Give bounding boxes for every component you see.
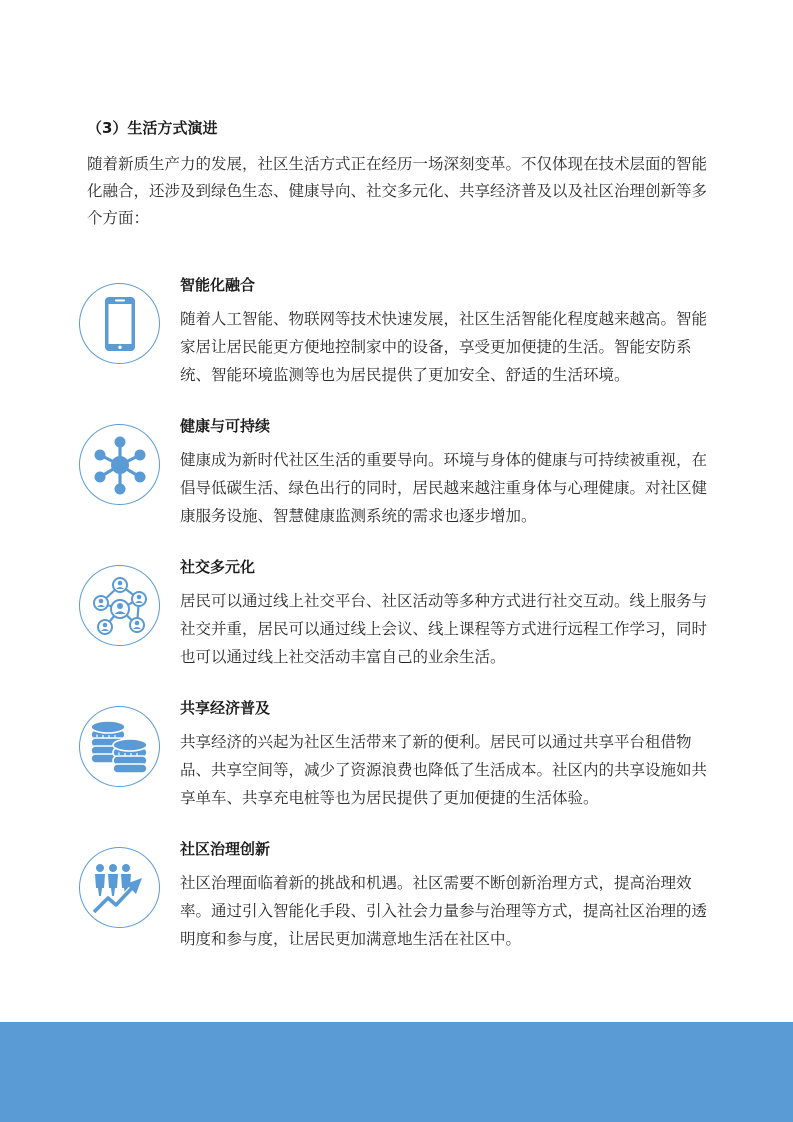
feature-title: 智能化融合 (180, 276, 256, 294)
feature-description: 社区治理面临着新的挑战和机遇。社区需要不断创新治理方式，提高治理效率。通过引入智能化手段、引入社会力量参与治理等方式，提高社区治理的透明度和参与度，让居民更加满意地生活在社区中。 (180, 874, 708, 948)
feature-description: 居民可以通过线上社交平台、社区活动等多种方式进行社交互动。线上服务与社交并重，居民可以通过线上会议、线上课程等方式进行远程工作学习，同时也可以通过线上社交活动丰富自己的业余生活。 (180, 592, 708, 666)
feature-item-social-diversity (0, 553, 793, 694)
feature-title: 社区治理创新 (180, 840, 271, 858)
feature-item-health-sustainability (0, 412, 793, 553)
feature-title: 社交多元化 (180, 558, 256, 576)
footer-band (0, 1022, 793, 1122)
network-hub-icon (79, 424, 160, 505)
feature-item-sharing-economy (0, 694, 793, 835)
feature-title: 健康与可持续 (180, 417, 271, 435)
smartphone-icon (79, 283, 160, 364)
feature-item-governance-innovation (0, 835, 793, 976)
people-growth-icon (79, 847, 160, 928)
social-network-icon (79, 565, 160, 646)
feature-list (0, 271, 793, 976)
feature-title: 共享经济普及 (180, 699, 271, 717)
section-heading: （3）生活方式演进 (87, 119, 218, 137)
feature-description: 共享经济的兴起为社区生活带来了新的便利。居民可以通过共享平台租借物品、共享空间等，减少了资源浪费也降低了生活成本。社区内的共享设施如共享单车、共享充电桩等也为居民提供了更加便捷的生活体验。 (180, 733, 708, 807)
intro-paragraph: 随着新质生产力的发展，社区生活方式正在经历一场深刻变革。不仅体现在技术层面的智能化融合，还涉及到绿色生态、健康导向、社交多元化、共享经济普及以及社区治理创新等多个方面： (87, 155, 708, 227)
coins-icon (79, 706, 160, 787)
feature-description: 健康成为新时代社区生活的重要导向。环境与身体的健康与可持续被重视，在倡导低碳生活、绿色出行的同时，居民越来越注重身体与心理健康。对社区健康服务设施、智慧健康监测系统的需求也逐步增加。 (180, 451, 708, 525)
feature-description: 随着人工智能、物联网等技术快速发展，社区生活智能化程度越来越高。智能家居让居民能更方便地控制家中的设备，享受更加便捷的生活。智能安防系统、智能环境监测等也为居民提供了更加安全、舒适的生活环境。 (180, 310, 708, 384)
feature-item-smart-integration (0, 271, 793, 412)
